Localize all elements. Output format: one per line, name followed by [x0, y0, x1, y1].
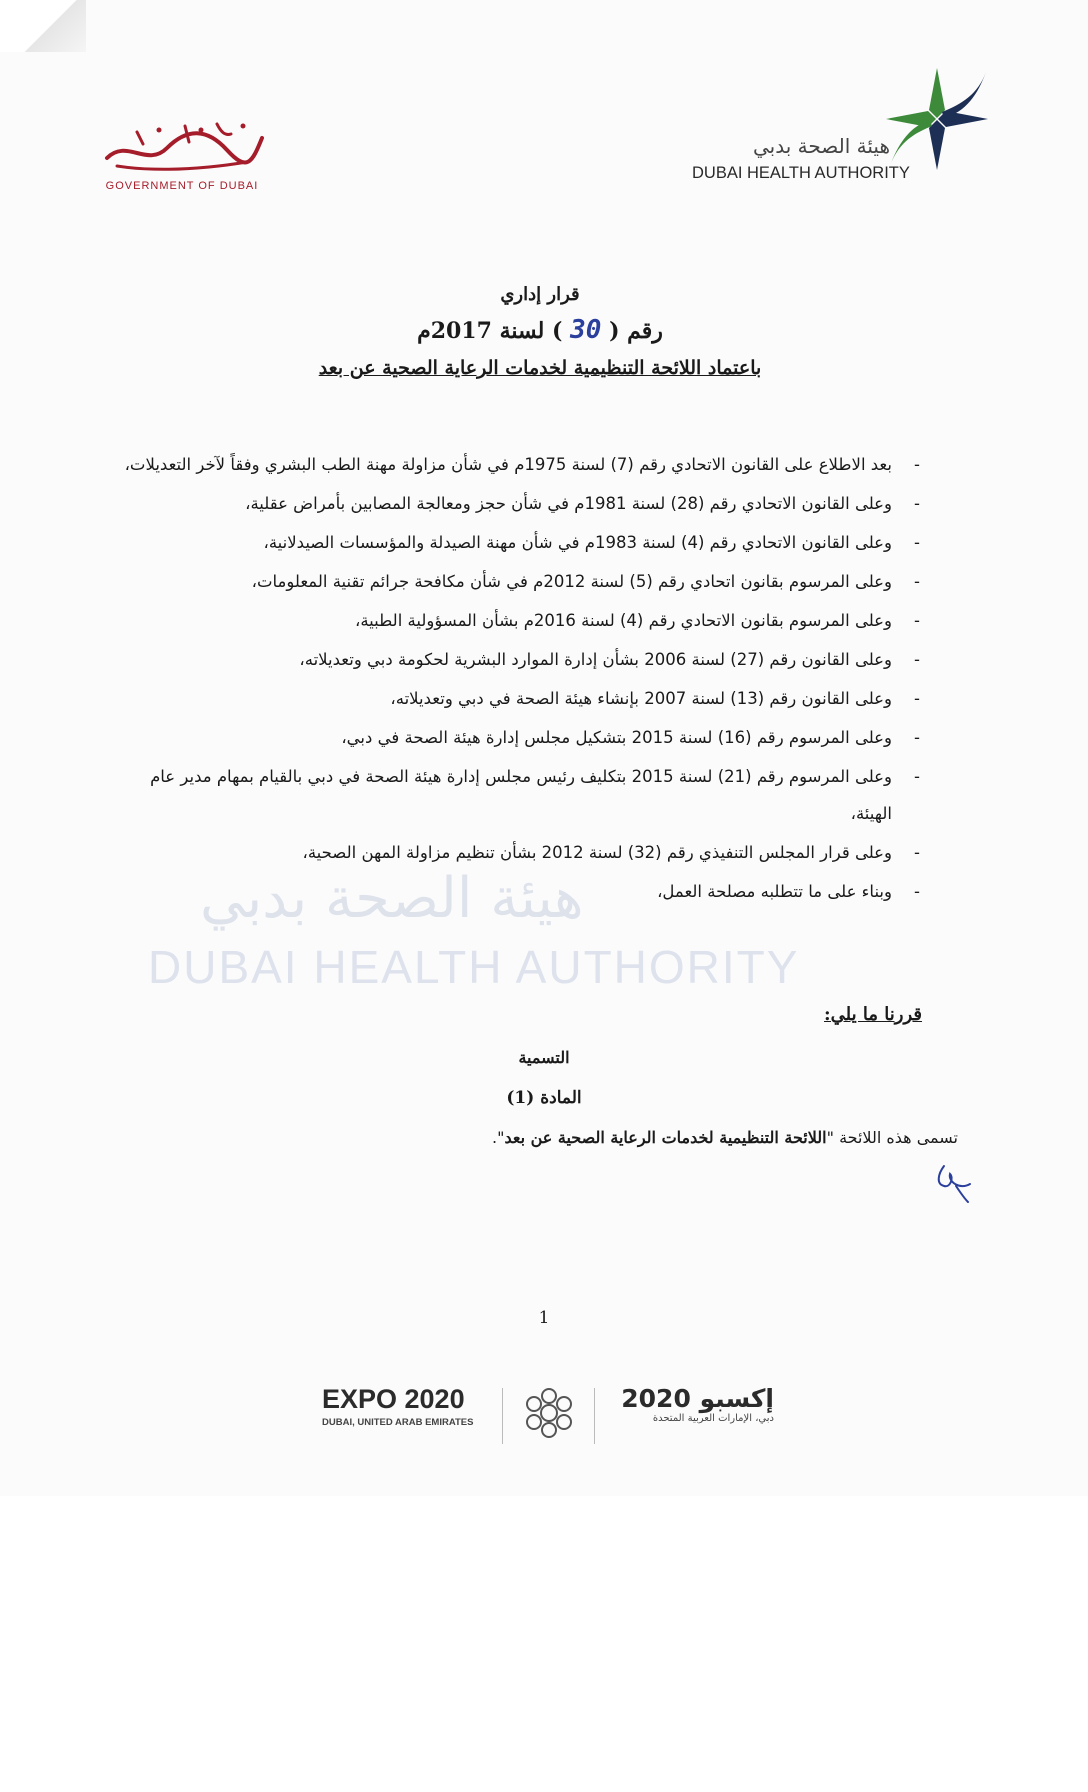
clause-item: - وعلى القانون رقم (13) لسنة 2007 بإنشاء هيئة الصحة في دبي وتعديلاته،: [120, 680, 926, 717]
clause-item: - وعلى قرار المجلس التنفيذي رقم (32) لسنة 2012 بشأن تنظيم مزاولة المهن الصحية،: [120, 834, 926, 871]
preamble-clauses: [120, 446, 926, 912]
dubai-health-authority-logo: [690, 64, 1010, 194]
decision-statement: قررنا ما يلي:: [824, 1004, 922, 1025]
decision-number-line: [200, 315, 880, 345]
clause-item: - بعد الاطلاع على القانون الاتحادي رقم (7) لسنة 1975م في شأن مزاولة مهنة الطب البشري وفقاً لآخر التعديلات،: [120, 446, 926, 483]
watermark-arabic: هيئة الصحة بدبي: [200, 866, 584, 931]
folded-corner: [0, 0, 86, 52]
decision-kind: قرار إداري: [500, 284, 580, 305]
article-heading: المادة (1): [506, 1088, 582, 1108]
decision-number-suffix: ) لسنة 2017م: [417, 318, 563, 344]
decision-titles: [200, 284, 880, 379]
footer-divider: [502, 1388, 503, 1444]
clause-item: - وعلى القانون رقم (27) لسنة 2006 بشأن إدارة الموارد البشرية لحكومة دبي وتعديلاته،: [120, 641, 926, 678]
footer-divider: [594, 1388, 595, 1444]
dha-arabic-name: هيئة الصحة بدبي: [753, 134, 890, 158]
clause-item: - وعلى القانون الاتحادي رقم (4) لسنة 1983م في شأن مهنة الصيدلة والمؤسسات الصيدلانية،: [120, 524, 926, 561]
clause-item: - وعلى المرسوم رقم (21) لسنة 2015 بتكليف رئيس مجلس إدارة هيئة الصحة في دبي بالقيام بمهام مدير عام الهيئة،: [120, 758, 926, 832]
naming-heading: التسمية: [518, 1048, 570, 1067]
article-text-bold: اللائحة التنظيمية لخدمات الرعاية الصحية عن بعد: [504, 1128, 827, 1147]
dha-english-name: DUBAI HEALTH AUTHORITY: [692, 164, 910, 182]
expo-emblem-icon: [516, 1380, 582, 1446]
government-of-dubai-logo: [92, 118, 272, 192]
article-text: [492, 1128, 958, 1147]
expo-arabic-title: إكسبو 2020: [621, 1384, 774, 1413]
dha-emblem-icon: [882, 64, 992, 174]
clause-item: - وعلى المرسوم رقم (16) لسنة 2015 بتشكيل مجلس إدارة هيئة الصحة في دبي،: [120, 719, 926, 756]
handwritten-initials-icon: [930, 1160, 976, 1204]
clause-item: - وبناء على ما تتطلبه مصلحة العمل،: [120, 873, 926, 910]
article-text-suffix: ".: [492, 1128, 505, 1147]
gov-logo-text: GOVERNMENT OF DUBAI: [105, 180, 259, 192]
clause-item: - وعلى المرسوم بقانون الاتحادي رقم (4) لسنة 2016م بشأن المسؤولية الطبية،: [120, 602, 926, 639]
decision-subject: باعتماد اللائحة التنظيمية لخدمات الرعاية الصحية عن بعد: [318, 357, 762, 379]
expo-english-subtitle: DUBAI, UNITED ARAB EMIRATES: [322, 1417, 474, 1428]
clause-item: - وعلى القانون الاتحادي رقم (28) لسنة 1981م في شأن حجز ومعالجة المصابين بأمراض عقلية،: [120, 485, 926, 522]
decision-number-prefix: رقم (: [609, 318, 663, 344]
expo-2020-english: [322, 1384, 473, 1428]
gov-calligraphy-icon: [97, 118, 267, 176]
watermark-english: DUBAI HEALTH AUTHORITY: [148, 941, 800, 993]
page-number: 1: [538, 1308, 550, 1328]
expo-2020-arabic: [604, 1384, 774, 1424]
clause-item: - وعلى المرسوم بقانون اتحادي رقم (5) لسنة 2012م في شأن مكافحة جرائم تقنية المعلومات،: [120, 563, 926, 600]
decision-number-handwritten: 30: [570, 315, 602, 345]
expo-english-title: EXPO 2020: [322, 1384, 465, 1414]
expo-arabic-subtitle: دبي، الإمارات العربية المتحدة: [652, 1413, 774, 1424]
article-text-prefix: تسمى هذه اللائحة ": [826, 1128, 958, 1147]
